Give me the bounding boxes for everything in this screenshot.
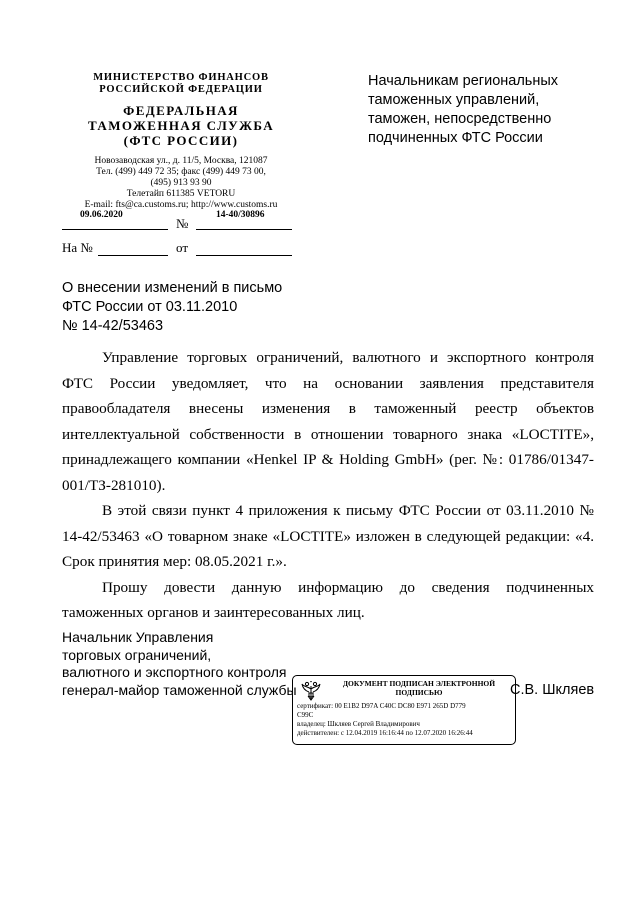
signer-line-1: Начальник Управления <box>62 629 214 645</box>
ministry-line-1: МИНИСТЕРСТВО ФИНАНСОВ <box>93 72 269 83</box>
addressee-line-3: таможен, непосредственно <box>368 111 552 127</box>
address-line-1: Новозаводская ул., д. 11/5, Москва, 121087 <box>94 156 268 166</box>
subject-line-1: О внесении изменений в письмо <box>62 280 283 296</box>
registration-number-label: № <box>176 216 189 231</box>
reference-number-label: На № <box>62 240 93 255</box>
address-line-3: (495) 913 93 90 <box>150 178 212 188</box>
letterhead <box>58 72 304 211</box>
signer-line-2: торговых ограничений, <box>62 646 212 663</box>
registration-number-underline <box>196 229 292 230</box>
address-line-5: E-mail: fts@ca.customs.ru; http://www.customs.ru <box>84 200 278 210</box>
registration-date: 09.06.2020 <box>80 210 123 220</box>
stamp-certificate-cont: C99C <box>297 711 314 719</box>
subject-block <box>62 279 362 336</box>
ministry-line-2: РОССИЙСКОЙ ФЕДЕРАЦИИ <box>99 84 263 95</box>
service-name <box>58 103 304 148</box>
stamp-title-line-2: ПОДПИСЬЮ <box>395 687 443 697</box>
addressee-block <box>368 72 608 148</box>
addressee-line-4: подчиненных ФТС России <box>368 130 543 146</box>
service-line-2: ТАМОЖЕННАЯ СЛУЖБА <box>87 118 274 133</box>
stamp-validity: действителен: с 12.04.2019 16:16:44 по 12.07.2020 16:26:44 <box>297 729 473 737</box>
stamp-owner: владелец: Шкляев Сергей Владимирович <box>297 720 420 728</box>
signer-name: С.В. Шкляев <box>510 682 595 698</box>
signer-line-4: генерал-майор таможенной службы <box>62 681 297 698</box>
service-line-3: (ФТС РОССИИ) <box>123 133 239 148</box>
addressee-line-2: таможенных управлений, <box>368 92 540 108</box>
body-paragraph-1: Управление торговых ограничений, валютного и экспортного контроля ФТС России уведомляет, что на основании заявления представителя правообладателя внесены изменения в таможенный реестр объектов интеллектуальной собственности в отношении товарного знака «LOCTITE», принадлежащего компании «Henkel IP & Holding GmbH» (рег. №: 01786/01347-001/ТЗ-281010). <box>62 349 594 494</box>
double-headed-eagle-icon <box>299 680 323 704</box>
subject-line-2: ФТС России от 03.11.2010 <box>62 299 238 315</box>
reference-number-underline <box>98 255 168 256</box>
stamp-details <box>297 702 511 738</box>
service-address <box>58 156 304 211</box>
signer-block <box>62 629 322 699</box>
service-line-1: ФЕДЕРАЛЬНАЯ <box>123 103 239 118</box>
stamp-title <box>329 680 509 697</box>
stamp-title-line-1: ДОКУМЕНТ ПОДПИСАН ЭЛЕКТРОННОЙ <box>342 679 496 688</box>
registration-number: 14-40/30896 <box>216 210 265 220</box>
ministry-name <box>58 72 304 96</box>
signer-line-3: валютного и экспортного контроля <box>62 664 287 680</box>
addressee-line-1: Начальникам региональных <box>368 73 559 89</box>
subject-line-3: № 14-42/53463 <box>62 318 164 334</box>
stamp-certificate: сертификат: 00 E1B2 D97A C40C DC80 E971 265D D779 <box>297 702 466 710</box>
reference-date-label: от <box>176 240 189 255</box>
address-line-2: Тел. (499) 449 72 35; факс (499) 449 73 00, <box>96 167 266 177</box>
registration-date-underline <box>62 229 168 230</box>
reference-date-underline <box>196 255 292 256</box>
body-paragraph-3: Прошу довести данную информацию до сведения подчиненных таможенных органов и заинтересованных лиц. <box>62 578 594 621</box>
address-line-4: Телетайп 611385 VETORU <box>126 189 236 199</box>
letter-body <box>62 345 594 626</box>
electronic-signature-stamp <box>292 675 516 745</box>
body-paragraph-2: В этой связи пункт 4 приложения к письму ФТС России от 03.11.2010 № 14-42/53463 «О товарном знаке «LOCTITE» изложен в следующей редакции: «4. Срок принятия мер: 08.05.2021 г.». <box>62 502 594 570</box>
